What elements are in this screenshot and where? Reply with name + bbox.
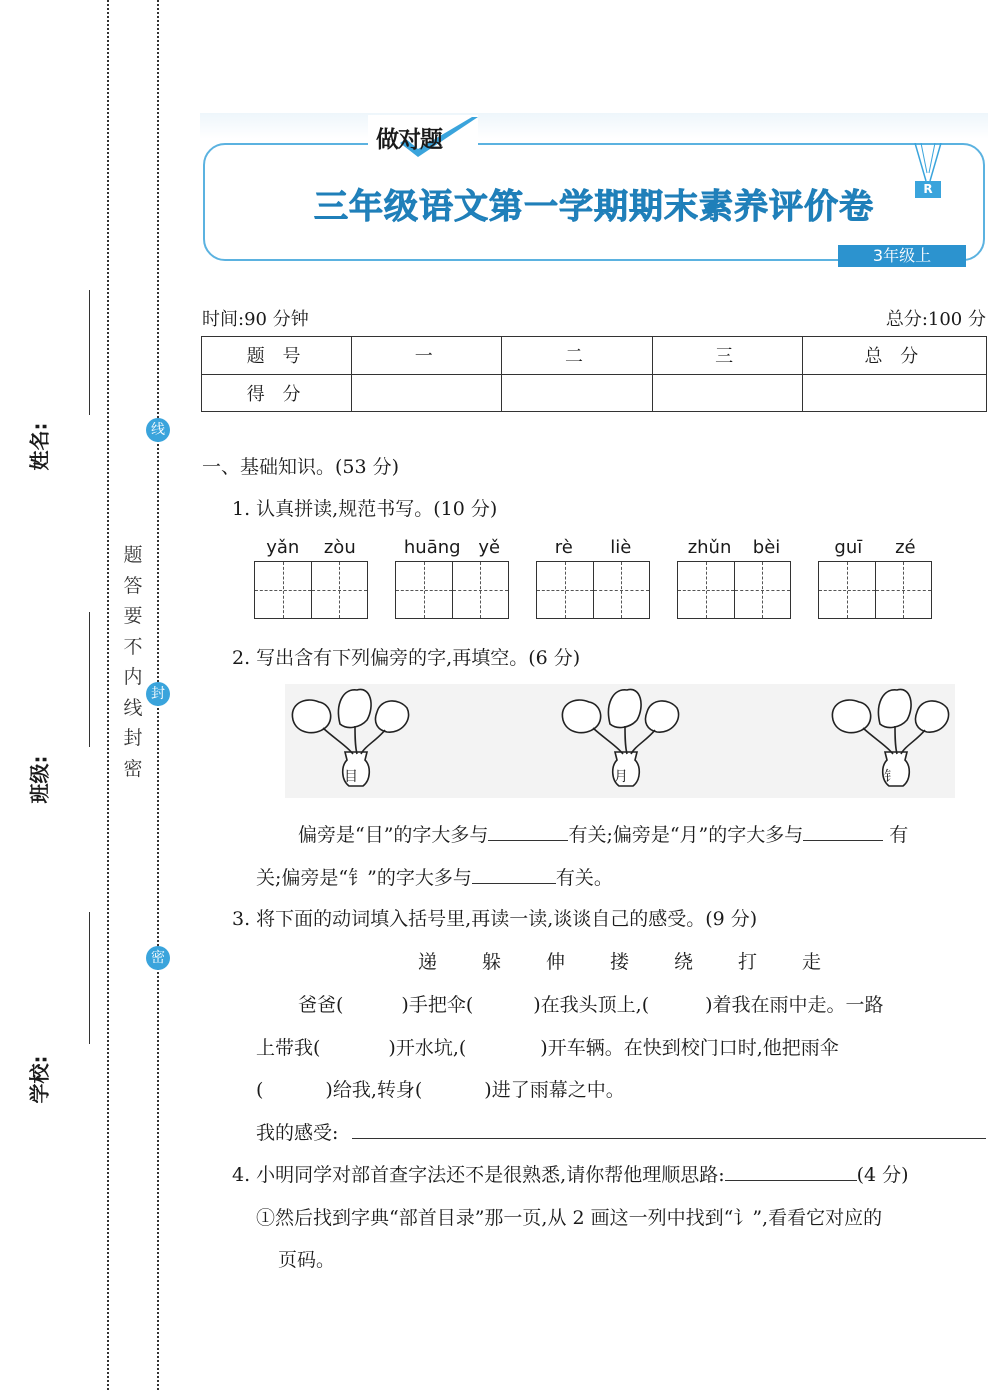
table-header-cell: 题 号 [202, 337, 352, 375]
notice-char: 答 [123, 574, 143, 597]
answer-blank[interactable] [725, 1161, 857, 1181]
q3-passage-line-2 [256, 1033, 839, 1060]
q2-sentence-line-2 [256, 863, 613, 890]
school-underline[interactable] [89, 912, 90, 1044]
pinyin-item [395, 537, 509, 619]
pinyin-syllable: yě [478, 537, 501, 558]
verb-word: 伸 [546, 951, 566, 973]
q3-text: )在我头顶上,( [533, 994, 650, 1016]
exam-time: 时间:90 分钟 [202, 309, 309, 330]
question-2-title: 2. 写出含有下列偏旁的字,再填空。(6 分) [232, 647, 581, 669]
notice-char: 封 [123, 727, 143, 749]
table-header-cell: 一 [352, 337, 502, 375]
q4-step-1: ①然后找到字典“部首目录”那一页,从 2 画这一列中找到“讠”,看看它对应的 [256, 1207, 883, 1229]
q2-sentence-line-1 [298, 820, 908, 847]
notice-char: 不 [123, 635, 143, 658]
verb-word: 绕 [674, 951, 694, 973]
page-title: 三年级语文第一学期期末素养评价卷 [314, 187, 874, 227]
score-table [201, 336, 987, 412]
name-label: 姓名: [27, 422, 52, 471]
score-cell[interactable] [652, 374, 802, 412]
q3-text: )开车辆。在快到校门口时,他把雨伞 [540, 1037, 839, 1059]
vase-radical: 目 [344, 769, 358, 785]
notice-char: 题 [123, 544, 143, 566]
writing-grid[interactable] [677, 561, 791, 619]
notice-char: 内 [123, 666, 143, 688]
verb-word: 递 [418, 951, 438, 973]
q3-text: 上带我( [256, 1037, 321, 1059]
pinyin-syllable: huāng [403, 537, 461, 558]
pinyin-syllable: yǎn [266, 537, 300, 558]
binding-dotted-line-outer [107, 0, 109, 1390]
verb-word: 打 [738, 951, 758, 973]
q2-text: 偏旁是“目”的字大多与 [298, 824, 489, 846]
table-header-cell: 总 分 [802, 337, 986, 375]
answer-blank[interactable] [803, 821, 883, 841]
pinyin-syllable: guī [834, 537, 863, 558]
title-wrap [200, 179, 960, 229]
grade-tag: 3年级上 [838, 245, 966, 267]
vase-radical: 钅 [884, 769, 898, 785]
pinyin-item [818, 537, 932, 619]
ribbon-lines-icon [911, 143, 945, 181]
table-row [202, 337, 987, 375]
class-label: 班级: [27, 755, 52, 804]
section-title: 一、基础知识。(53 分) [202, 456, 400, 478]
q3-text: )着我在雨中走。一路 [705, 994, 884, 1016]
q3-text: )开水坑,( [388, 1037, 467, 1059]
header-banner [200, 113, 988, 265]
flower-vase-illustration [285, 684, 955, 798]
school-label: 学校: [27, 1055, 52, 1104]
verb-list [418, 947, 866, 974]
class-underline[interactable] [89, 612, 90, 747]
seal-secret-badge: 密 [146, 946, 170, 970]
q3-text: ( [256, 1079, 264, 1101]
table-header-cell: 二 [502, 337, 652, 375]
answer-blank[interactable] [488, 821, 568, 841]
seal-seal-badge: 封 [146, 682, 170, 706]
verb-word: 搂 [610, 951, 630, 973]
q3-text: )给我,转身( [325, 1079, 423, 1101]
pinyin-syllable: zòu [323, 537, 356, 558]
edition-badge: R [915, 181, 941, 198]
writing-grid[interactable] [395, 561, 509, 619]
q4-text: 4. 小明同学对部首查字法还不是很熟悉,请你帮他理顺思路: [232, 1164, 725, 1186]
q2-text: 有关;偏旁是“月”的字大多与 [568, 824, 804, 846]
answer-blank[interactable] [472, 864, 556, 884]
notice-char: 要 [123, 605, 143, 627]
pinyin-syllable: bèi [752, 537, 781, 558]
pinyin-syllable: liè [610, 537, 632, 558]
score-cell[interactable] [802, 374, 986, 412]
feeling-answer-line[interactable] [352, 1138, 986, 1139]
score-cell[interactable] [352, 374, 502, 412]
table-row-label: 得 分 [202, 374, 352, 412]
notice-char: 密 [123, 757, 143, 780]
q3-passage-line-1 [298, 990, 884, 1017]
vase-radical: 月 [614, 769, 628, 785]
q2-text: 有 [889, 824, 909, 846]
pinyin-item [536, 537, 650, 619]
brand-logo [368, 115, 478, 157]
exam-total-score: 总分:100 分 [885, 309, 986, 330]
verb-word: 躲 [482, 951, 502, 973]
writing-grid[interactable] [818, 561, 932, 619]
q4-score: (4 分) [856, 1164, 909, 1186]
pinyin-item [677, 537, 791, 619]
score-cell[interactable] [502, 374, 652, 412]
writing-grid[interactable] [536, 561, 650, 619]
verb-word: 走 [802, 951, 822, 973]
writing-grid[interactable] [254, 561, 368, 619]
banner-top-band [200, 113, 988, 139]
question-4-title [232, 1160, 909, 1187]
table-header-cell: 三 [652, 337, 802, 375]
brand-name: 做对题 [376, 127, 442, 153]
q3-text: 爸爸( [298, 994, 344, 1016]
notice-char: 线 [123, 696, 143, 719]
feeling-label: 我的感受: [256, 1122, 339, 1144]
table-row [202, 374, 987, 412]
q2-text: 关;偏旁是“钅”的字大多与 [256, 867, 472, 889]
question-3-title: 3. 将下面的动词填入括号里,再读一读,谈谈自己的感受。(9 分) [232, 908, 758, 930]
q3-text: )进了雨幕之中。 [484, 1079, 625, 1101]
pinyin-syllable: rè [554, 537, 573, 558]
q3-text: )手把伞( [401, 994, 474, 1016]
pinyin-syllable: zé [895, 537, 916, 558]
pinyin-item [254, 537, 368, 619]
question-1-title: 1. 认真拼读,规范书写。(10 分) [232, 498, 498, 520]
q4-step-1-continued: 页码。 [278, 1249, 336, 1271]
name-underline[interactable] [89, 290, 90, 415]
pinyin-syllable: zhǔn [687, 537, 732, 558]
q3-passage-line-3 [256, 1075, 625, 1102]
no-answer-notice [118, 540, 148, 784]
seal-line-badge: 线 [146, 418, 170, 442]
q2-text: 有关。 [555, 867, 613, 889]
